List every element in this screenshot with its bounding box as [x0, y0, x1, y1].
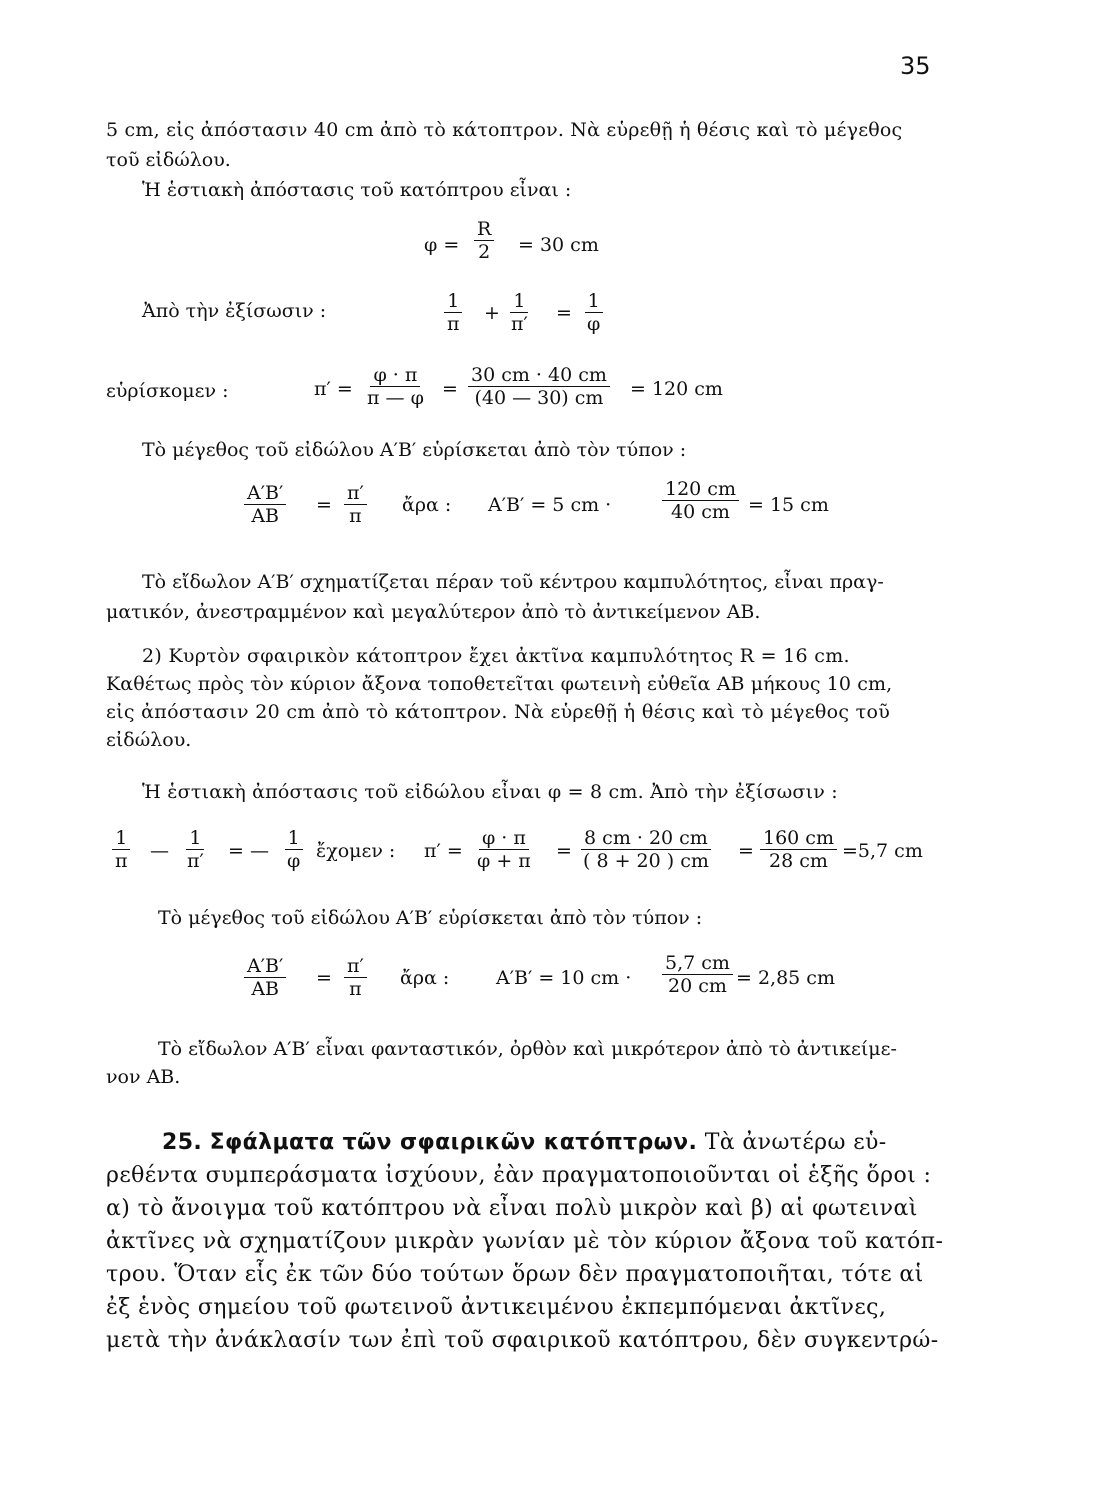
eq5-c-den: φ	[287, 850, 301, 872]
eq6-ratio-2	[344, 955, 367, 1000]
eq2-t3-den: φ	[587, 313, 601, 335]
eq5-e-num: 8 cm · 20 cm	[581, 827, 711, 850]
eq4-r2-num: π′	[344, 482, 367, 505]
eq4-r1-den: ΑΒ	[251, 505, 279, 527]
eq5-a-den: π	[115, 850, 128, 872]
eq5-result: =5,7 cm	[842, 840, 923, 862]
eq4-f-num: 120 cm	[662, 478, 739, 501]
eq5-f-den: 28 cm	[769, 850, 828, 872]
conclusion-1-line-1: Τὸ εἴδωλον Α′Β′ σχηματίζεται πέραν τοῦ κέντρου καμπυλότητος, εἶναι πραγ-	[142, 571, 884, 593]
eq5-equals-1: =	[556, 840, 572, 862]
section-line: α) τὸ ἄνοιγμα τοῦ κατόπτρου νὰ εἶναι πολὺ μικρὸν καὶ β) αἱ φωτειναὶ	[106, 1196, 918, 1221]
eq2-t1-num: 1	[444, 290, 462, 313]
section-line: ρεθέντα συμπεράσματα ἰσχύουν, ἐὰν πραγματοποιοῦνται οἱ ἑξῆς ὅροι :	[106, 1163, 932, 1188]
eq3-f2-den: (40 — 30) cm	[474, 387, 604, 409]
eq6-ara: ἄρα :	[400, 967, 450, 989]
eq3-result: = 120 cm	[630, 378, 723, 400]
eq2-term-3	[584, 290, 603, 335]
eq1-fraction	[474, 218, 494, 263]
eq2-term-1	[444, 290, 463, 335]
eq3-lhs: π′ =	[314, 378, 353, 400]
eq4-lhs: Α′Β′ = 5 cm ·	[488, 494, 612, 516]
section-25-first-line	[106, 1126, 942, 1159]
eq3-fraction-2	[468, 364, 610, 409]
section-body-first: Τὰ ἀνωτέρω εὑ-	[704, 1130, 887, 1155]
eq6-r2-den: π	[349, 978, 362, 1000]
eq5-lhs: π′ =	[424, 840, 463, 862]
eq5-equals-2: =	[738, 840, 754, 862]
eq5-b-num: 1	[186, 827, 204, 850]
eq5-c-num: 1	[285, 827, 303, 850]
eq6-ratio-1	[244, 955, 286, 1000]
focal-intro: Ἡ ἑστιακὴ ἀπόστασις τοῦ κατόπτρου εἶναι :	[142, 179, 572, 201]
eq2-t1-den: π	[447, 313, 460, 335]
eq5-fraction-f	[760, 827, 837, 872]
eq3-equals: =	[442, 378, 458, 400]
section-title: Σφάλματα τῶν σφαιρικῶν κατόπτρων.	[209, 1130, 698, 1155]
eq6-r1-num: Α′Β′	[244, 955, 286, 978]
eq1-denominator: 2	[478, 241, 491, 263]
eq5-fraction-e	[580, 827, 712, 872]
problem-2-line-3: εἰς ἀπόστασιν 20 cm ἀπὸ τὸ κάτοπτρον. Νὰ εὑρεθῇ ἡ θέσις καὶ τὸ μέγεθος τοῦ	[106, 701, 891, 723]
section-line: ἐξ ἑνὸς σημείου τοῦ φωτεινοῦ ἀντικειμένου ἐκπεμπόμεναι ἀκτῖνες,	[106, 1295, 887, 1320]
eq6-equals: =	[316, 967, 332, 989]
eq4-r2-den: π	[349, 505, 362, 527]
eq4-r1-num: Α′Β′	[244, 482, 286, 505]
eq5-d-num: φ · π	[479, 827, 529, 850]
eq4-f-den: 40 cm	[671, 501, 730, 523]
eq2-term-2	[508, 290, 531, 335]
size-intro-2: Τὸ μέγεθος τοῦ εἰδώλου Α′Β′ εὑρίσκεται ἀπὸ τὸν τύπον :	[158, 907, 703, 929]
conclusion-2-line-2: νον ΑΒ.	[106, 1066, 181, 1088]
eq6-result: = 2,85 cm	[736, 967, 835, 989]
eq5-equals-minus: = —	[228, 840, 269, 862]
intro-line-2: τοῦ εἰδώλου.	[106, 149, 231, 171]
eq5-e-den: ( 8 + 20 ) cm	[583, 850, 709, 872]
eq4-ratio-2	[344, 482, 367, 527]
eq1-numerator: R	[474, 218, 494, 241]
problem-2-line-1: 2) Κυρτὸν σφαιρικὸν κάτοπτρον ἔχει ἀκτῖνα καμπυλότητος R = 16 cm.	[142, 645, 850, 667]
eq4-fraction	[662, 478, 739, 523]
problem-2-line-2: Καθέτως πρὸς τὸν κύριον ἄξονα τοποθετεῖται φωτεινὴ εὐθεῖα ΑΒ μήκους 10 cm,	[106, 673, 893, 695]
eq5-f-num: 160 cm	[760, 827, 837, 850]
problem-2-line-4: εἰδώλου.	[106, 729, 192, 751]
eq6-f-num: 5,7 cm	[662, 952, 733, 975]
eq3-f1-den: π — φ	[367, 387, 424, 409]
eq1-lhs: φ =	[424, 234, 460, 256]
section-25	[106, 1126, 942, 1357]
eq3-f1-num: φ · π	[370, 364, 420, 387]
eq2-plus: +	[484, 302, 500, 324]
conclusion-2-line-1: Τὸ εἴδωλον Α′Β′ εἶναι φανταστικόν, ὀρθὸν καὶ μικρότερον ἀπὸ τὸ ἀντικείμε-	[158, 1038, 897, 1060]
section-number: 25.	[162, 1130, 203, 1155]
section-line: μετὰ τὴν ἀνάκλασίν των ἐπὶ τοῦ σφαιρικοῦ κατόπτρου, δὲν συγκεντρώ-	[106, 1328, 939, 1353]
eq5-minus: —	[150, 840, 169, 862]
eq5-a-num: 1	[112, 827, 130, 850]
section-line: ἀκτῖνες νὰ σχηματίζουν μικρὰν γωνίαν μὲ τὸν κύριον ἄξονα τοῦ κατόπ-	[106, 1229, 944, 1254]
eq6-fraction	[662, 952, 733, 997]
page-number: 35	[900, 52, 931, 80]
eq5-d-den: φ + π	[477, 850, 531, 872]
eq6-r2-num: π′	[344, 955, 367, 978]
eq4-equals: =	[316, 494, 332, 516]
eurisk-label: εὑρίσκομεν :	[106, 380, 229, 402]
conclusion-1-line-2: ματικόν, ἀνεστραμμένον καὶ μεγαλύτερον ἀπὸ τὸ ἀντικείμενον ΑΒ.	[106, 601, 761, 623]
eq2-equals: =	[556, 302, 572, 324]
focal-2: Ἡ ἑστιακὴ ἀπόστασις τοῦ εἰδώλου εἶναι φ = 8 cm. Ἀπὸ τὴν ἐξίσωσιν :	[142, 781, 838, 803]
eq3-fraction-1	[364, 364, 427, 409]
eq6-lhs: Α′Β′ = 10 cm ·	[496, 967, 632, 989]
eq5-exomen: ἔχομεν :	[316, 840, 396, 862]
eq4-result: = 15 cm	[748, 494, 829, 516]
eq2-t2-num: 1	[510, 290, 528, 313]
eq2-t3-num: 1	[585, 290, 603, 313]
eq5-term-b	[184, 827, 207, 872]
eq6-r1-den: ΑΒ	[251, 978, 279, 1000]
eq2-t2-den: π′	[511, 313, 528, 335]
size-intro-1: Τὸ μέγεθος τοῦ εἰδώλου Α′Β′ εὑρίσκεται ἀπὸ τὸν τύπον :	[142, 439, 687, 461]
eq3-f2-num: 30 cm · 40 cm	[468, 364, 610, 387]
eq1-rhs: = 30 cm	[518, 234, 599, 256]
intro-line-1: 5 cm, εἰς ἀπόστασιν 40 cm ἀπὸ τὸ κάτοπτρον. Νὰ εὑρεθῇ ἡ θέσις καὶ τὸ μέγεθος	[106, 119, 903, 141]
section-line: τρου. Ὅταν εἷς ἐκ τῶν δύο τούτων ὅρων δὲν πραγματοποιῆται, τότε αἱ	[106, 1262, 924, 1287]
eq4-ratio-1	[244, 482, 286, 527]
eq4-ara: ἄρα :	[402, 494, 452, 516]
eq5-fraction-d	[474, 827, 534, 872]
apo-label: Ἀπὸ τὴν ἐξίσωσιν :	[142, 300, 327, 322]
eq5-term-a	[112, 827, 131, 872]
eq6-f-den: 20 cm	[668, 975, 727, 997]
eq5-term-c	[284, 827, 303, 872]
eq5-b-den: π′	[187, 850, 204, 872]
